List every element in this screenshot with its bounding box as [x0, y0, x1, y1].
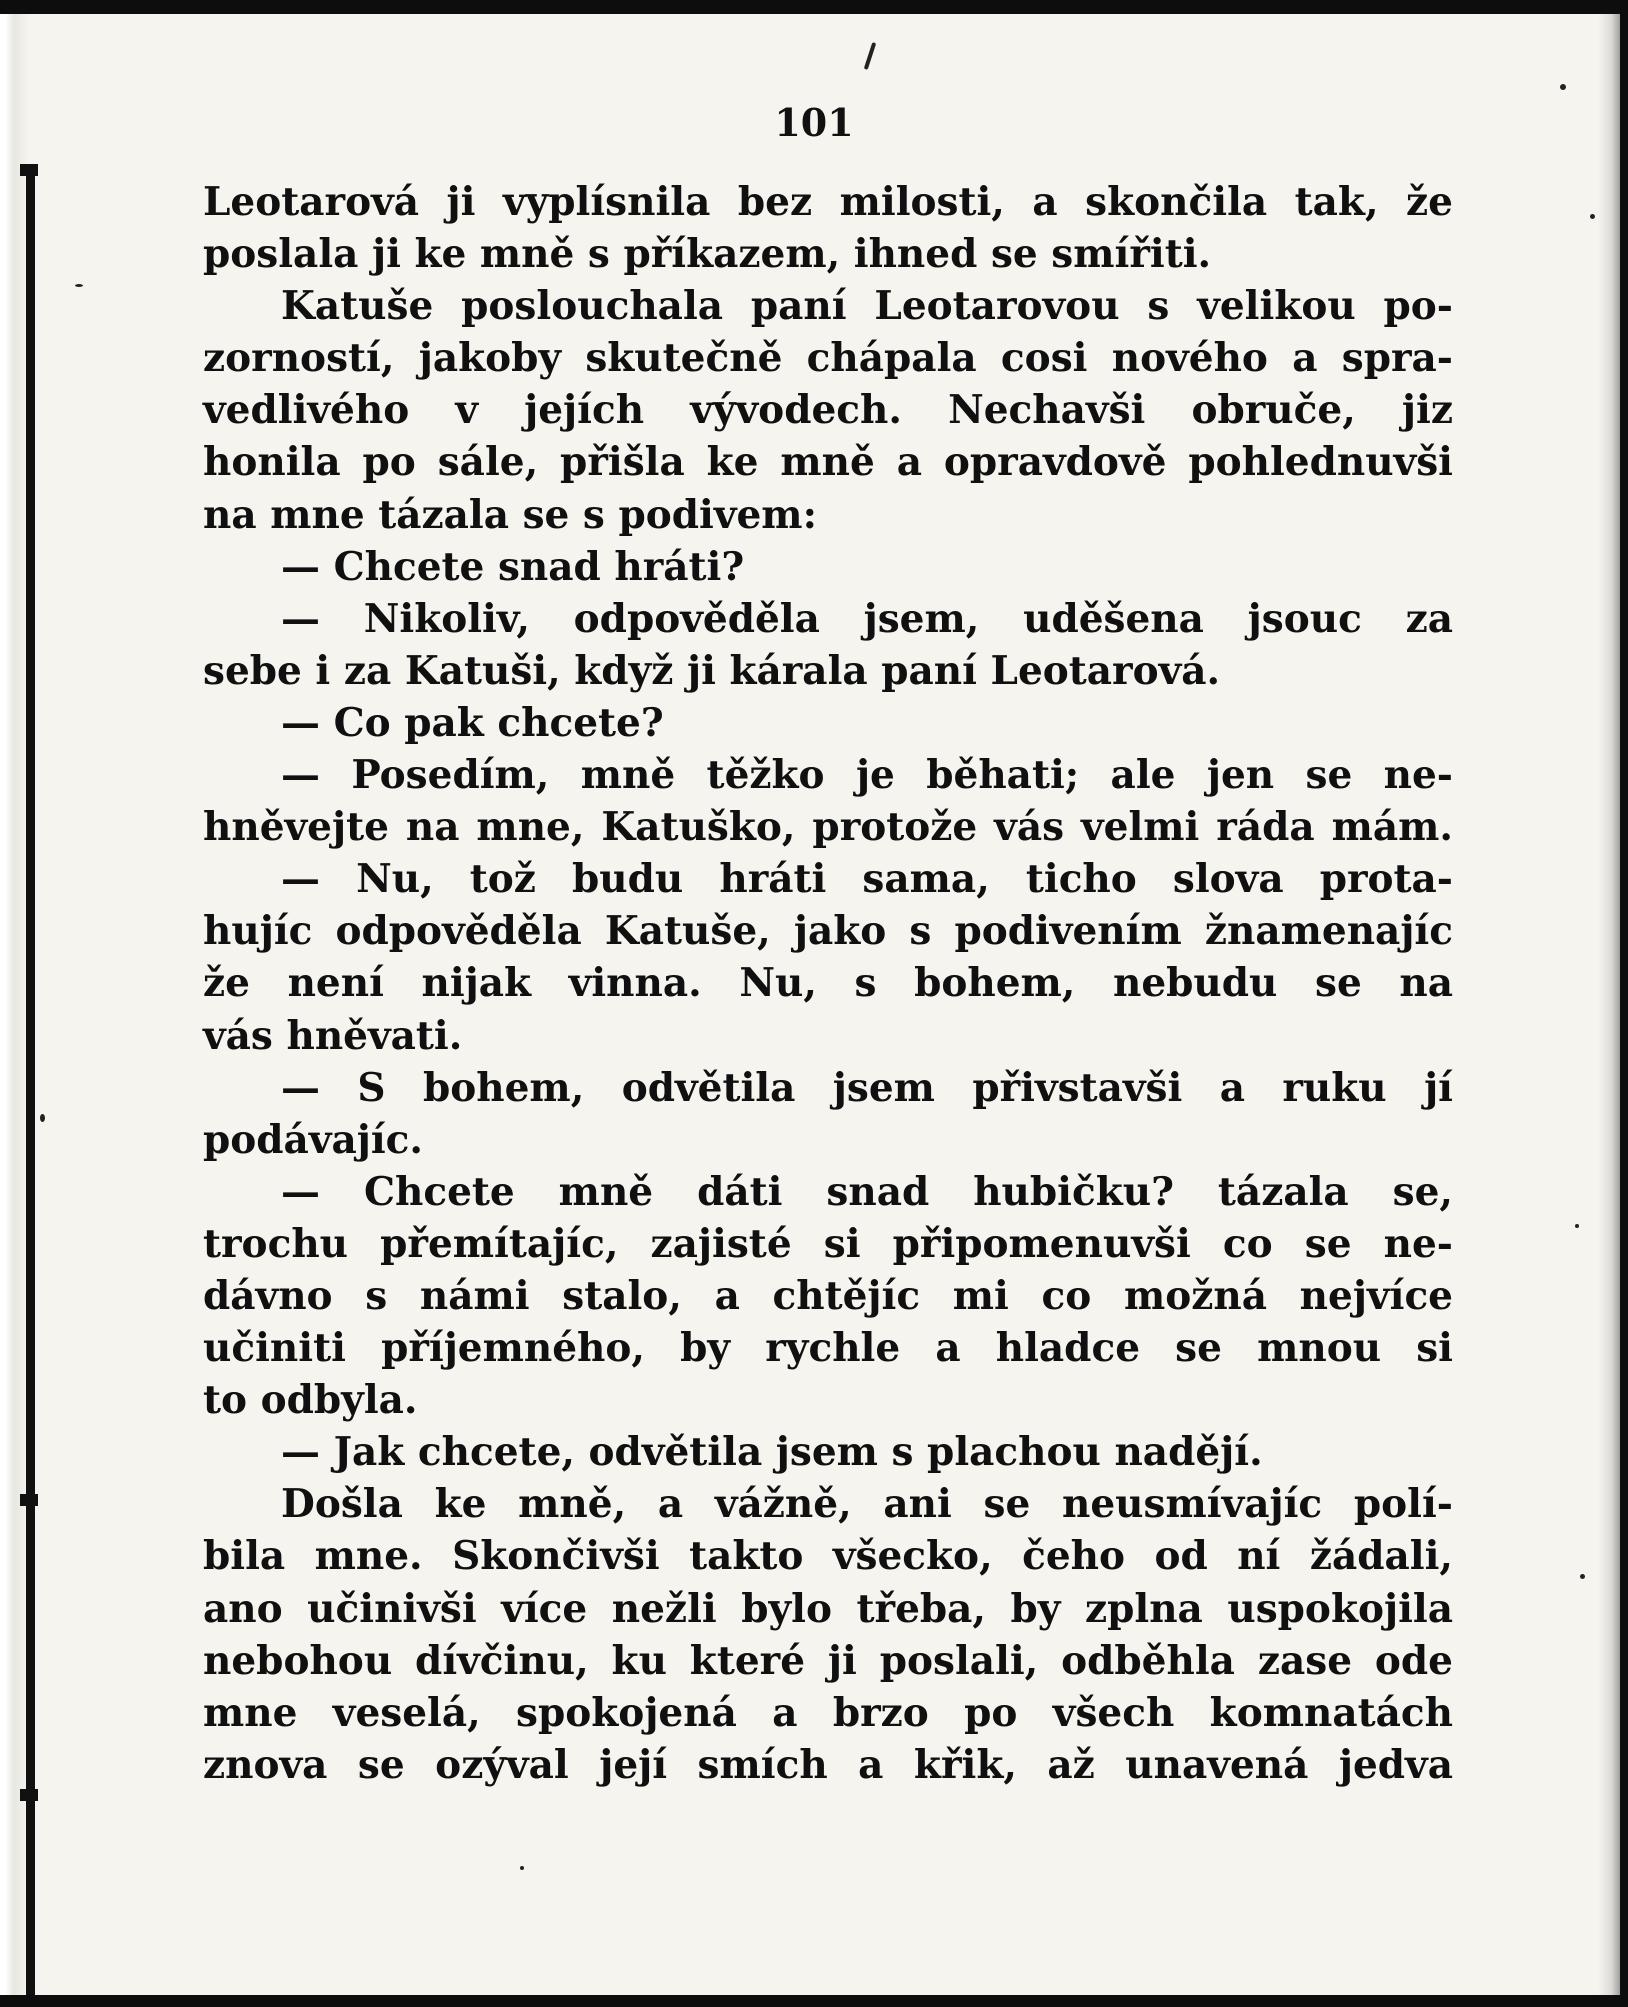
text-line: — Nu, tož budu hráti sama, ticho slova prota- — [203, 856, 1453, 903]
binding-notch — [20, 1494, 38, 1506]
right-edge-shadow — [1598, 14, 1620, 1995]
text-line: vás hněvati. — [203, 1012, 463, 1059]
binding-notch — [20, 1789, 38, 1801]
ink-speck — [520, 1866, 524, 1870]
binding-notch — [20, 164, 38, 176]
ink-speck — [1590, 214, 1595, 219]
ink-speck — [1575, 1224, 1579, 1228]
text-line: trochu přemítajíc, zajisté si připomenuvši co se ne- — [203, 1220, 1453, 1267]
text-line: hněvejte na mne, Katuško, protože vás velmi ráda mám. — [203, 804, 1453, 851]
text-line: Došla ke mně, a vážně, ani se neusmívajíc polí- — [203, 1481, 1453, 1528]
ink-speck — [1560, 84, 1566, 90]
text-line: — Posedím, mně těžko je běhati; ale jen se ne- — [203, 752, 1453, 799]
text-line: — S bohem, odvětila jsem přivstavši a ruku jí — [203, 1064, 1453, 1111]
text-line: honila po sále, přišla ke mně a opravdově pohlednuvši — [203, 439, 1453, 486]
text-line: zorností, jakoby skutečně chápala cosi nového a spra- — [203, 335, 1453, 382]
text-line: Katuše poslouchala paní Leotarovou s velikou po- — [203, 283, 1453, 330]
text-line: hujíc odpověděla Katuše, jako s podivením žnamenajíc — [203, 908, 1453, 955]
body-text — [203, 176, 1453, 1791]
text-line: mne veselá, spokojená a brzo po všech komnatách — [203, 1689, 1453, 1736]
binding-edge — [0, 14, 28, 1995]
text-line: učiniti příjemného, by rychle a hladce se mnou si — [203, 1325, 1453, 1372]
text-line: vedlivého v jejích vývodech. Nechavši obruče, jiz — [203, 387, 1453, 434]
text-line: — Chcete snad hráti? — [203, 543, 745, 590]
page-number: 101 — [774, 100, 854, 145]
text-line: ano učinivši více nežli bylo třeba, by zplna uspokojila — [203, 1585, 1453, 1632]
ink-speck — [75, 284, 83, 287]
ink-speck — [40, 1114, 45, 1122]
ink-speck — [1580, 1574, 1585, 1579]
text-line: nebohou dívčinu, ku které ji poslali, odběhla zase ode — [203, 1637, 1453, 1684]
text-line: dávno s námi stalo, a chtějíc mi co možná nejvíce — [203, 1272, 1453, 1319]
text-line: — Nikoliv, odpověděla jsem, uděšena jsouc za — [203, 595, 1453, 642]
text-line: že není nijak vinna. Nu, s bohem, nebudu se na — [203, 960, 1453, 1007]
text-line: znova se ozýval její smích a křik, až unavená jedva — [203, 1741, 1453, 1788]
text-line: sebe i za Katuši, když ji kárala paní Leotarová. — [203, 647, 1221, 694]
binding-line — [26, 164, 35, 2004]
ink-mark — [864, 42, 876, 70]
text-line: — Co pak chcete? — [203, 699, 664, 746]
text-line: to odbyla. — [203, 1377, 418, 1424]
text-line: podávajíc. — [203, 1116, 424, 1163]
text-line: Leotarová ji vyplísnila bez milosti, a skončila tak, že — [203, 179, 1453, 225]
text-line: poslala ji ke mně s příkazem, ihned se smířiti. — [203, 231, 1212, 278]
text-line: — Jak chcete, odvětila jsem s plachou nadějí. — [203, 1429, 1263, 1476]
text-line: bila mne. Skončivši takto všecko, čeho od ní žádali, — [203, 1533, 1453, 1580]
text-line: — Chcete mně dáti snad hubičku? tázala se, — [203, 1168, 1453, 1215]
text-line: na mne tázala se s podivem: — [203, 491, 817, 538]
